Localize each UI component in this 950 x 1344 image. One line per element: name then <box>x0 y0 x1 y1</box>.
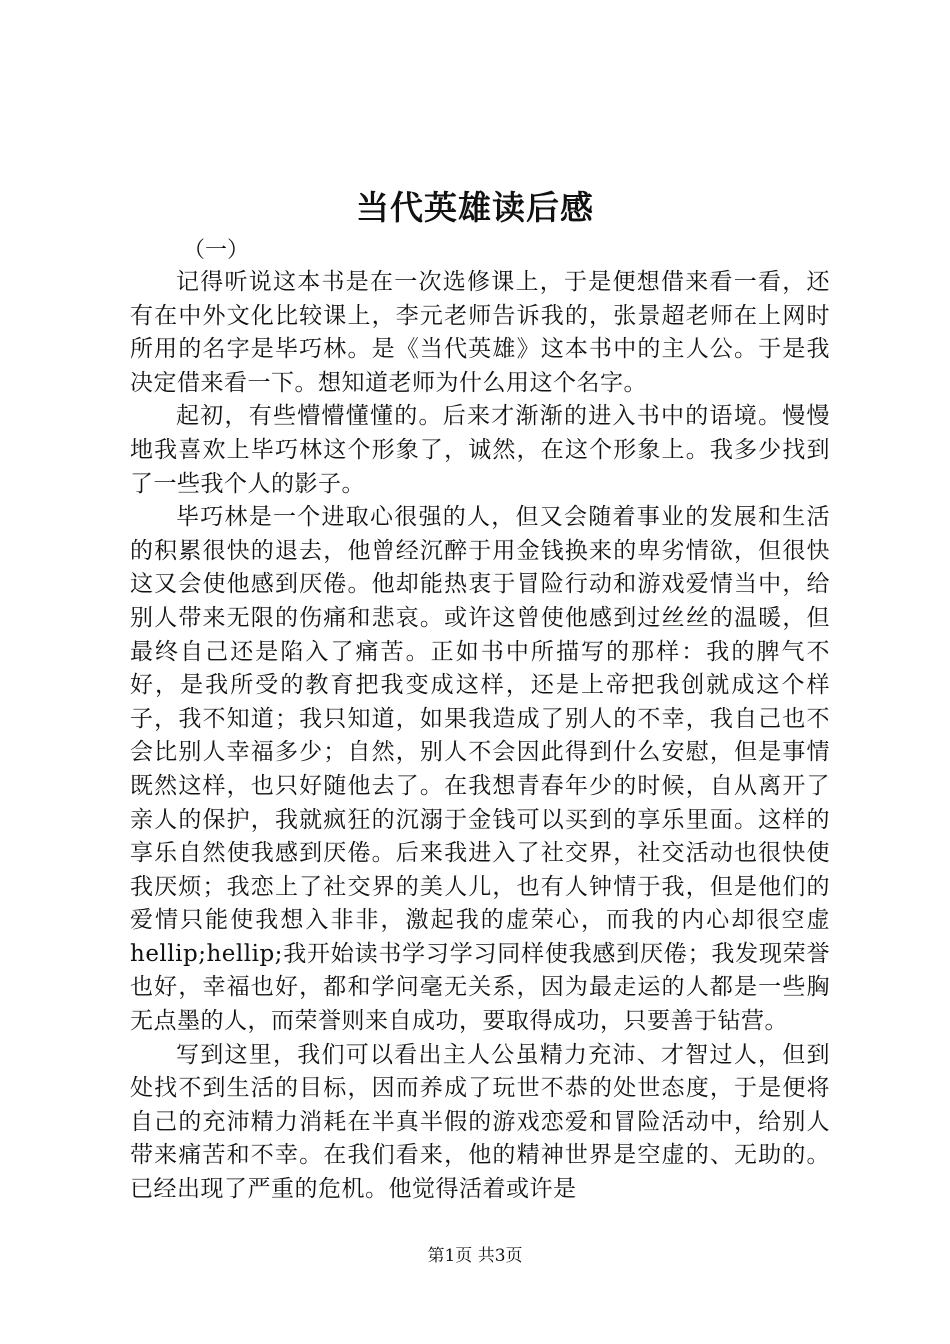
section-number: （一） <box>183 238 250 263</box>
paragraph: 写到这里，我们可以看出主人公虽精力充沛、才智过人，但到处找不到生活的目标，因而养成了玩世不恭的处世态度，于是便将自己的充沛精力消耗在半真半假的游戏恋爱和冒险活动中，给别人带来痛苦和不幸。在我们看来，他的精神世界是空虚的、无助的。已经出现了严重的危机。他觉得活着或许是 <box>130 1041 830 1203</box>
paragraph: 记得听说这本书是在一次选修课上，于是便想借来看一看，还有在中外文化比较课上，李元老师告诉我的，张景超老师在上网时所用的名字是毕巧林。是《当代英雄》这本书中的主人公。于是我决定借来看一下。想知道老师为什么用这个名字。 <box>130 269 830 396</box>
paragraph: 起初，有些懵懵懂懂的。后来才渐渐的进入书中的语境。慢慢地我喜欢上毕巧林这个形象了，诚然，在这个形象上。我多少找到了一些我个人的影子。 <box>130 403 830 497</box>
document-title: 当代英雄读后感 <box>356 188 594 227</box>
paragraph: 毕巧林是一个进取心很强的人，但又会随着事业的发展和生活的积累很快的退去，他曾经沉醉于用金钱换来的卑劣情欲，但很快这又会使他感到厌倦。他却能热衷于冒险行动和游戏爱情当中，给别人带来无限的伤痛和悲哀。或许这曾使他感到过丝丝的温暖，但最终自己还是陷入了痛苦。正如书中所描写的那样：我的脾气不好，是我所受的教育把我变成这样，还是上帝把我创就成这个样子，我不知道；我只知道，如果我造成了别人的不幸，我自己也不会比别人幸福多少；自然，别人不会因此得到什么安慰，但是事情既然这样，也只好随他去了。在我想青春年少的时候，自从离开了亲人的保护，我就疯狂的沉溺于金钱可以买到的享乐里面。这样的享乐自然使我感到厌倦。后来我进入了社交界，社交活动也很快使我厌烦；我恋上了社交界的美人儿，也有人钟情于我，但是他们的爱情只能使我想入非非，激起我的虚荣心，而我的内心却很空虚hellip;hellip;我开始读书学习学习同样使我感到厌倦；我发现荣誉也好，幸福也好，都和学问毫无关系，因为最走运的人都是一些胸无点墨的人，而荣誉则来自成功，要取得成功，只要善于钻营。 <box>130 504 830 1035</box>
document-body <box>130 266 830 1207</box>
page-footer: 第1页 共3页 <box>427 1246 523 1266</box>
